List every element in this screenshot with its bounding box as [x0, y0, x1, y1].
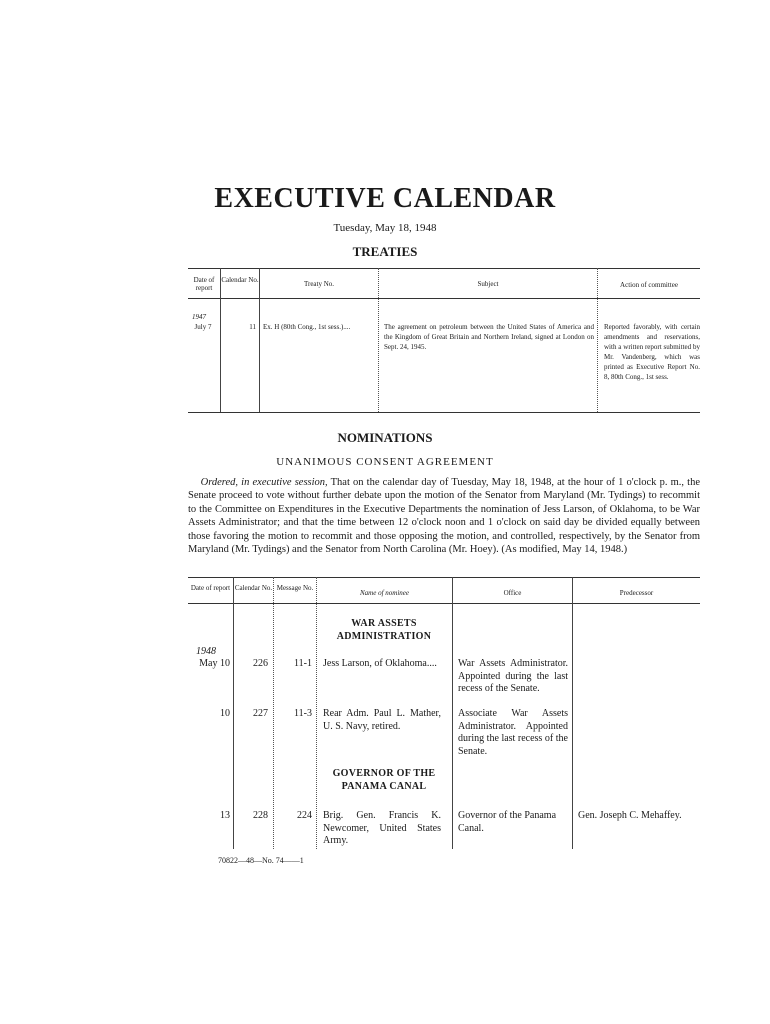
treaty-year: 1947 — [192, 313, 206, 321]
treaties-col-subject: Subject — [477, 280, 499, 288]
treaties-top-rule — [188, 268, 700, 269]
treaties-bottom-rule — [188, 412, 700, 413]
nominee-office: Governor of the Panama Canal. — [458, 810, 557, 834]
nomination-date: 13 — [220, 810, 230, 821]
nominee-predecessor: Gen. Joseph C. Mehaffey. — [578, 810, 682, 821]
nomination-calendar-no: 226 — [253, 658, 268, 669]
treaties-col-divider — [378, 268, 379, 412]
consent-agreement-heading: UNANIMOUS CONSENT AGREEMENT — [276, 456, 494, 468]
calendar-date: Tuesday, May 18, 1948 — [333, 222, 437, 234]
nominations-year: 1948 — [196, 646, 216, 657]
agency-heading-panama-canal: GOVERNOR OF THE PANAMA CANAL — [332, 768, 436, 792]
treaties-col-treaty: Treaty No. — [303, 280, 335, 288]
treaties-header-rule — [188, 298, 700, 299]
treaty-number: Ex. H (80th Cong., 1st sess.).... — [263, 323, 351, 331]
nomination-calendar-no: 228 — [253, 810, 268, 821]
nominations-col-office: Office — [503, 589, 522, 597]
nominations-col-divider — [452, 577, 453, 849]
nominee-name: Rear Adm. Paul L. Mather, U. S. Navy, retired. — [323, 708, 441, 732]
treaty-committee-action: Reported favorably, with certain amendments and reservations, with a written report submitted by Mr. Vandenberg, which was printed as Executive Report No. 8, 80th Cong., 1st sess. — [604, 323, 700, 381]
nominations-col-predecessor: Predecessor — [619, 589, 654, 597]
nominations-col-divider — [572, 577, 573, 849]
nomination-date: 10 — [220, 708, 230, 719]
treaties-col-divider — [259, 268, 260, 412]
agreement-body: That on the calendar day of Tuesday, May 18, 1948, at the hour of 1 o'clock p. m., the Senate proceed to vote without further debate upon the motion of the Senator from Maryland (Mr. Tydings) to recommit to the Committee on Expenditures in the Executive Departments the nomination of Jess Larson, of Oklahoma, to be War Assets Administrator; and that the time between 12 o'clock noon and 1 o'clock on said day be divided equally between those favoring the motion to recommit and those opposing the motion, and controlled, respectively, by the Senator from Maryland (Mr. Tydings) and the Senator from North Carolina (Mr. Hoey). (As modified, May 14, 1948.) — [188, 477, 700, 556]
treaties-col-calendar: Calendar No. — [221, 276, 259, 284]
nominations-col-date: Date of report — [190, 584, 231, 592]
nominations-heading: NOMINATIONS — [337, 430, 433, 445]
treaty-subject: The agreement on petroleum between the United States of America and the Kingdom of Great Britain and Northern Ireland, signed at London on Sept. 24, 1945. — [384, 323, 594, 351]
nominations-col-message: Message No. — [276, 584, 314, 592]
print-footer: 70822—48—No. 74——1 — [218, 856, 304, 865]
page-title: EXECUTIVE CALENDAR — [214, 183, 556, 214]
nominee-office: Associate War Assets Administrator. Appointed during the last recess of the Senate. — [458, 708, 568, 757]
nomination-calendar-no: 227 — [253, 708, 268, 719]
nominee-office: War Assets Administrator. Appointed during the last recess of the Senate. — [458, 658, 568, 694]
treaties-col-divider — [220, 268, 221, 412]
treaties-col-divider — [597, 268, 598, 412]
agency-heading-war-assets: WAR ASSETS ADMINISTRATION — [336, 618, 432, 642]
treaty-date: July 7 — [194, 323, 212, 331]
agreement-lead: Ordered, in executive session, — [200, 477, 328, 488]
treaty-calendar-no: 11 — [249, 323, 256, 331]
nominations-header-rule — [188, 603, 700, 604]
nomination-message-no: 11-1 — [294, 658, 312, 669]
treaties-col-date: Date of report — [193, 276, 215, 292]
nomination-message-no: 11-3 — [294, 708, 312, 719]
nominations-col-divider — [316, 577, 317, 849]
treaties-heading: TREATIES — [352, 244, 418, 259]
nominations-top-rule — [188, 577, 700, 578]
consent-agreement-text — [188, 476, 700, 556]
nominee-name: Jess Larson, of Oklahoma.... — [323, 658, 437, 669]
nomination-message-no: 224 — [297, 810, 312, 821]
nominations-col-name: Name of nominee — [360, 589, 409, 597]
nomination-date: May 10 — [199, 658, 230, 669]
nominee-name: Brig. Gen. Francis K. Newcomer, United States Army. — [323, 810, 441, 846]
treaties-col-action: Action of committee — [620, 281, 678, 289]
nominations-col-calendar: Calendar No. — [234, 584, 273, 592]
